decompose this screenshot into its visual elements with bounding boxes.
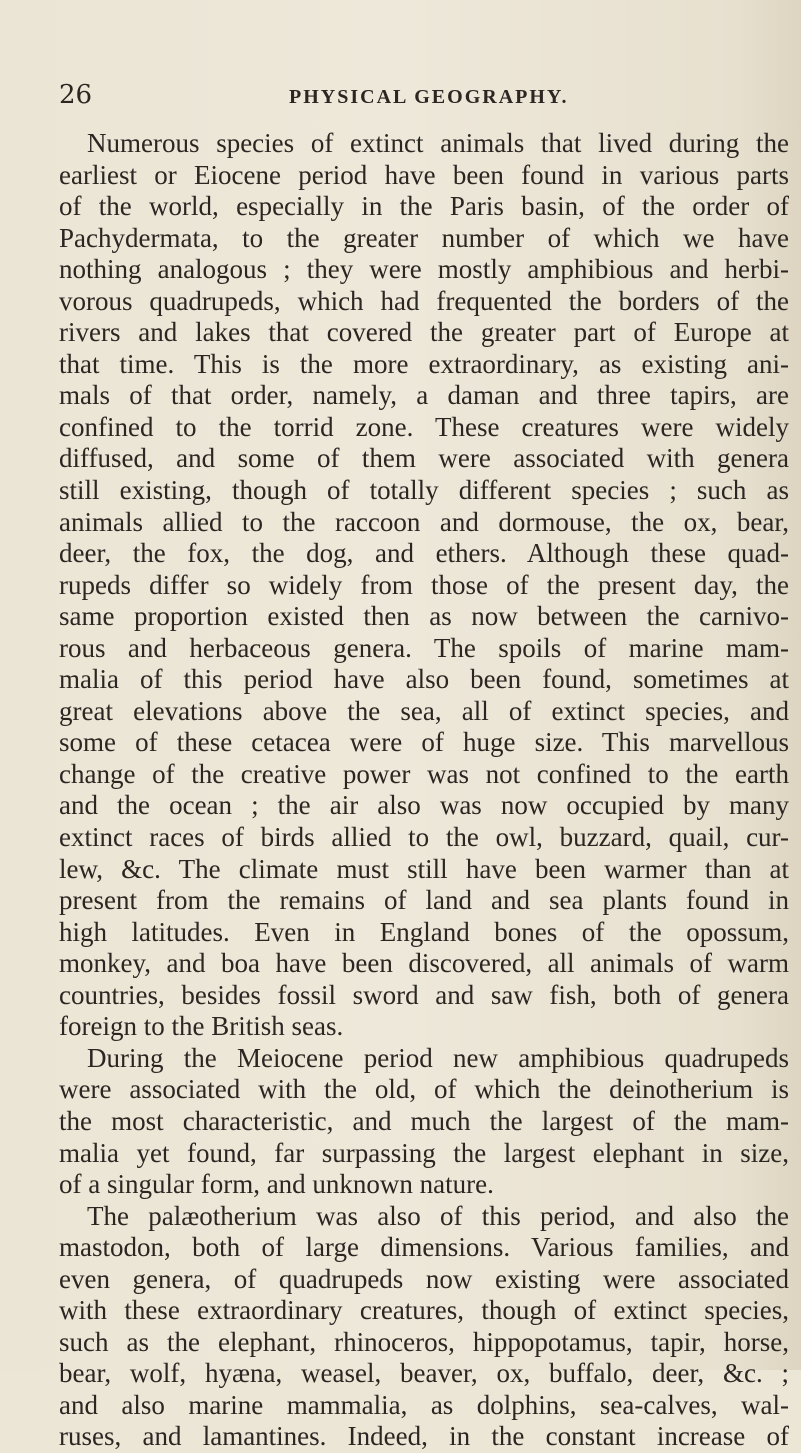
text-line: same proportion existed then as now between the carnivo- — [59, 601, 789, 632]
text-line: monkey, and boa have been discovered, all animals of warm — [59, 948, 789, 979]
text-line: and the ocean ; the air also was now occupied by many — [59, 790, 789, 821]
text-line: foreign to the British seas. — [59, 1011, 344, 1042]
text-line: rivers and lakes that covered the greater part of Europe at — [59, 317, 789, 348]
text-line: high latitudes. Even in England bones of the opossum, — [59, 916, 789, 947]
text-line: and also marine mammalia, as dolphins, sea-calves, wal- — [59, 1389, 789, 1420]
body-text — [59, 128, 789, 1453]
text-line: rupeds differ so widely from those of the present day, the — [59, 569, 789, 600]
text-line: vorous quadrupeds, which had frequented the borders of the — [59, 285, 789, 316]
text-line: that time. This is the more extraordinary, as existing ani- — [59, 348, 789, 379]
text-line: of the world, especially in the Paris basin, of the order of — [59, 191, 789, 222]
text-line: with these extraordinary creatures, though of extinct species, — [59, 1295, 789, 1326]
text-line: still existing, though of totally different species ; such as — [59, 475, 789, 506]
text-line: some of these cetacea were of huge size. This marvellous — [59, 727, 789, 758]
text-line: such as the elephant, rhinoceros, hippopotamus, tapir, horse, — [59, 1326, 789, 1357]
text-line: animals allied to the raccoon and dormouse, the ox, bear, — [59, 506, 789, 537]
page-number: 26 — [59, 80, 93, 110]
text-line: diffused, and some of them were associated with genera — [59, 443, 789, 474]
page-header — [59, 80, 749, 110]
text-line: confined to the torrid zone. These creatures were widely — [59, 411, 789, 442]
text-line: were associated with the old, of which the deinotherium is — [59, 1074, 789, 1105]
text-line: The palæotherium was also of this period, and also the — [87, 1200, 789, 1231]
text-line: mals of that order, namely, a daman and three tapirs, are — [59, 380, 789, 411]
text-line: bear, wolf, hyæna, weasel, beaver, ox, buffalo, deer, &c. ; — [59, 1358, 789, 1389]
text-line: great elevations above the sea, all of extinct species, and — [59, 695, 789, 726]
text-line: countries, besides fossil sword and saw fish, both of genera — [59, 979, 789, 1010]
text-line: extinct races of birds allied to the owl, buzzard, quail, cur- — [59, 822, 789, 853]
text-line: present from the remains of land and sea plants found in — [59, 885, 789, 916]
text-line: ruses, and lamantines. Indeed, in the constant increase of — [59, 1421, 789, 1452]
text-line: malia of this period have also been found, sometimes at — [59, 664, 789, 695]
text-line: deer, the fox, the dog, and ethers. Although these quad- — [59, 538, 789, 569]
text-line: even genera, of quadrupeds now existing were associated — [59, 1263, 789, 1294]
text-line: Numerous species of extinct animals that lived during the — [87, 128, 789, 158]
text-line: the most characteristic, and much the largest of the mam- — [59, 1105, 789, 1136]
text-line: malia yet found, far surpassing the largest elephant in size, — [59, 1137, 789, 1168]
text-line: rous and herbaceous genera. The spoils of marine mam- — [59, 632, 789, 663]
text-line: earliest or Eiocene period have been found in various parts — [59, 159, 789, 190]
text-line: Pachydermata, to the greater number of which we have — [59, 222, 789, 253]
text-line: change of the creative power was not confined to the earth — [59, 758, 789, 789]
text-line: mastodon, both of large dimensions. Various families, and — [59, 1232, 789, 1263]
text-line: lew, &c. The climate must still have been warmer than at — [59, 853, 789, 884]
running-title: PHYSICAL GEOGRAPHY. — [289, 86, 569, 108]
text-line: of a singular form, and unknown nature. — [59, 1169, 494, 1200]
text-line: During the Meiocene period new amphibious quadrupeds — [87, 1042, 789, 1073]
text-line: nothing analogous ; they were mostly amphibious and herbi- — [59, 254, 789, 285]
